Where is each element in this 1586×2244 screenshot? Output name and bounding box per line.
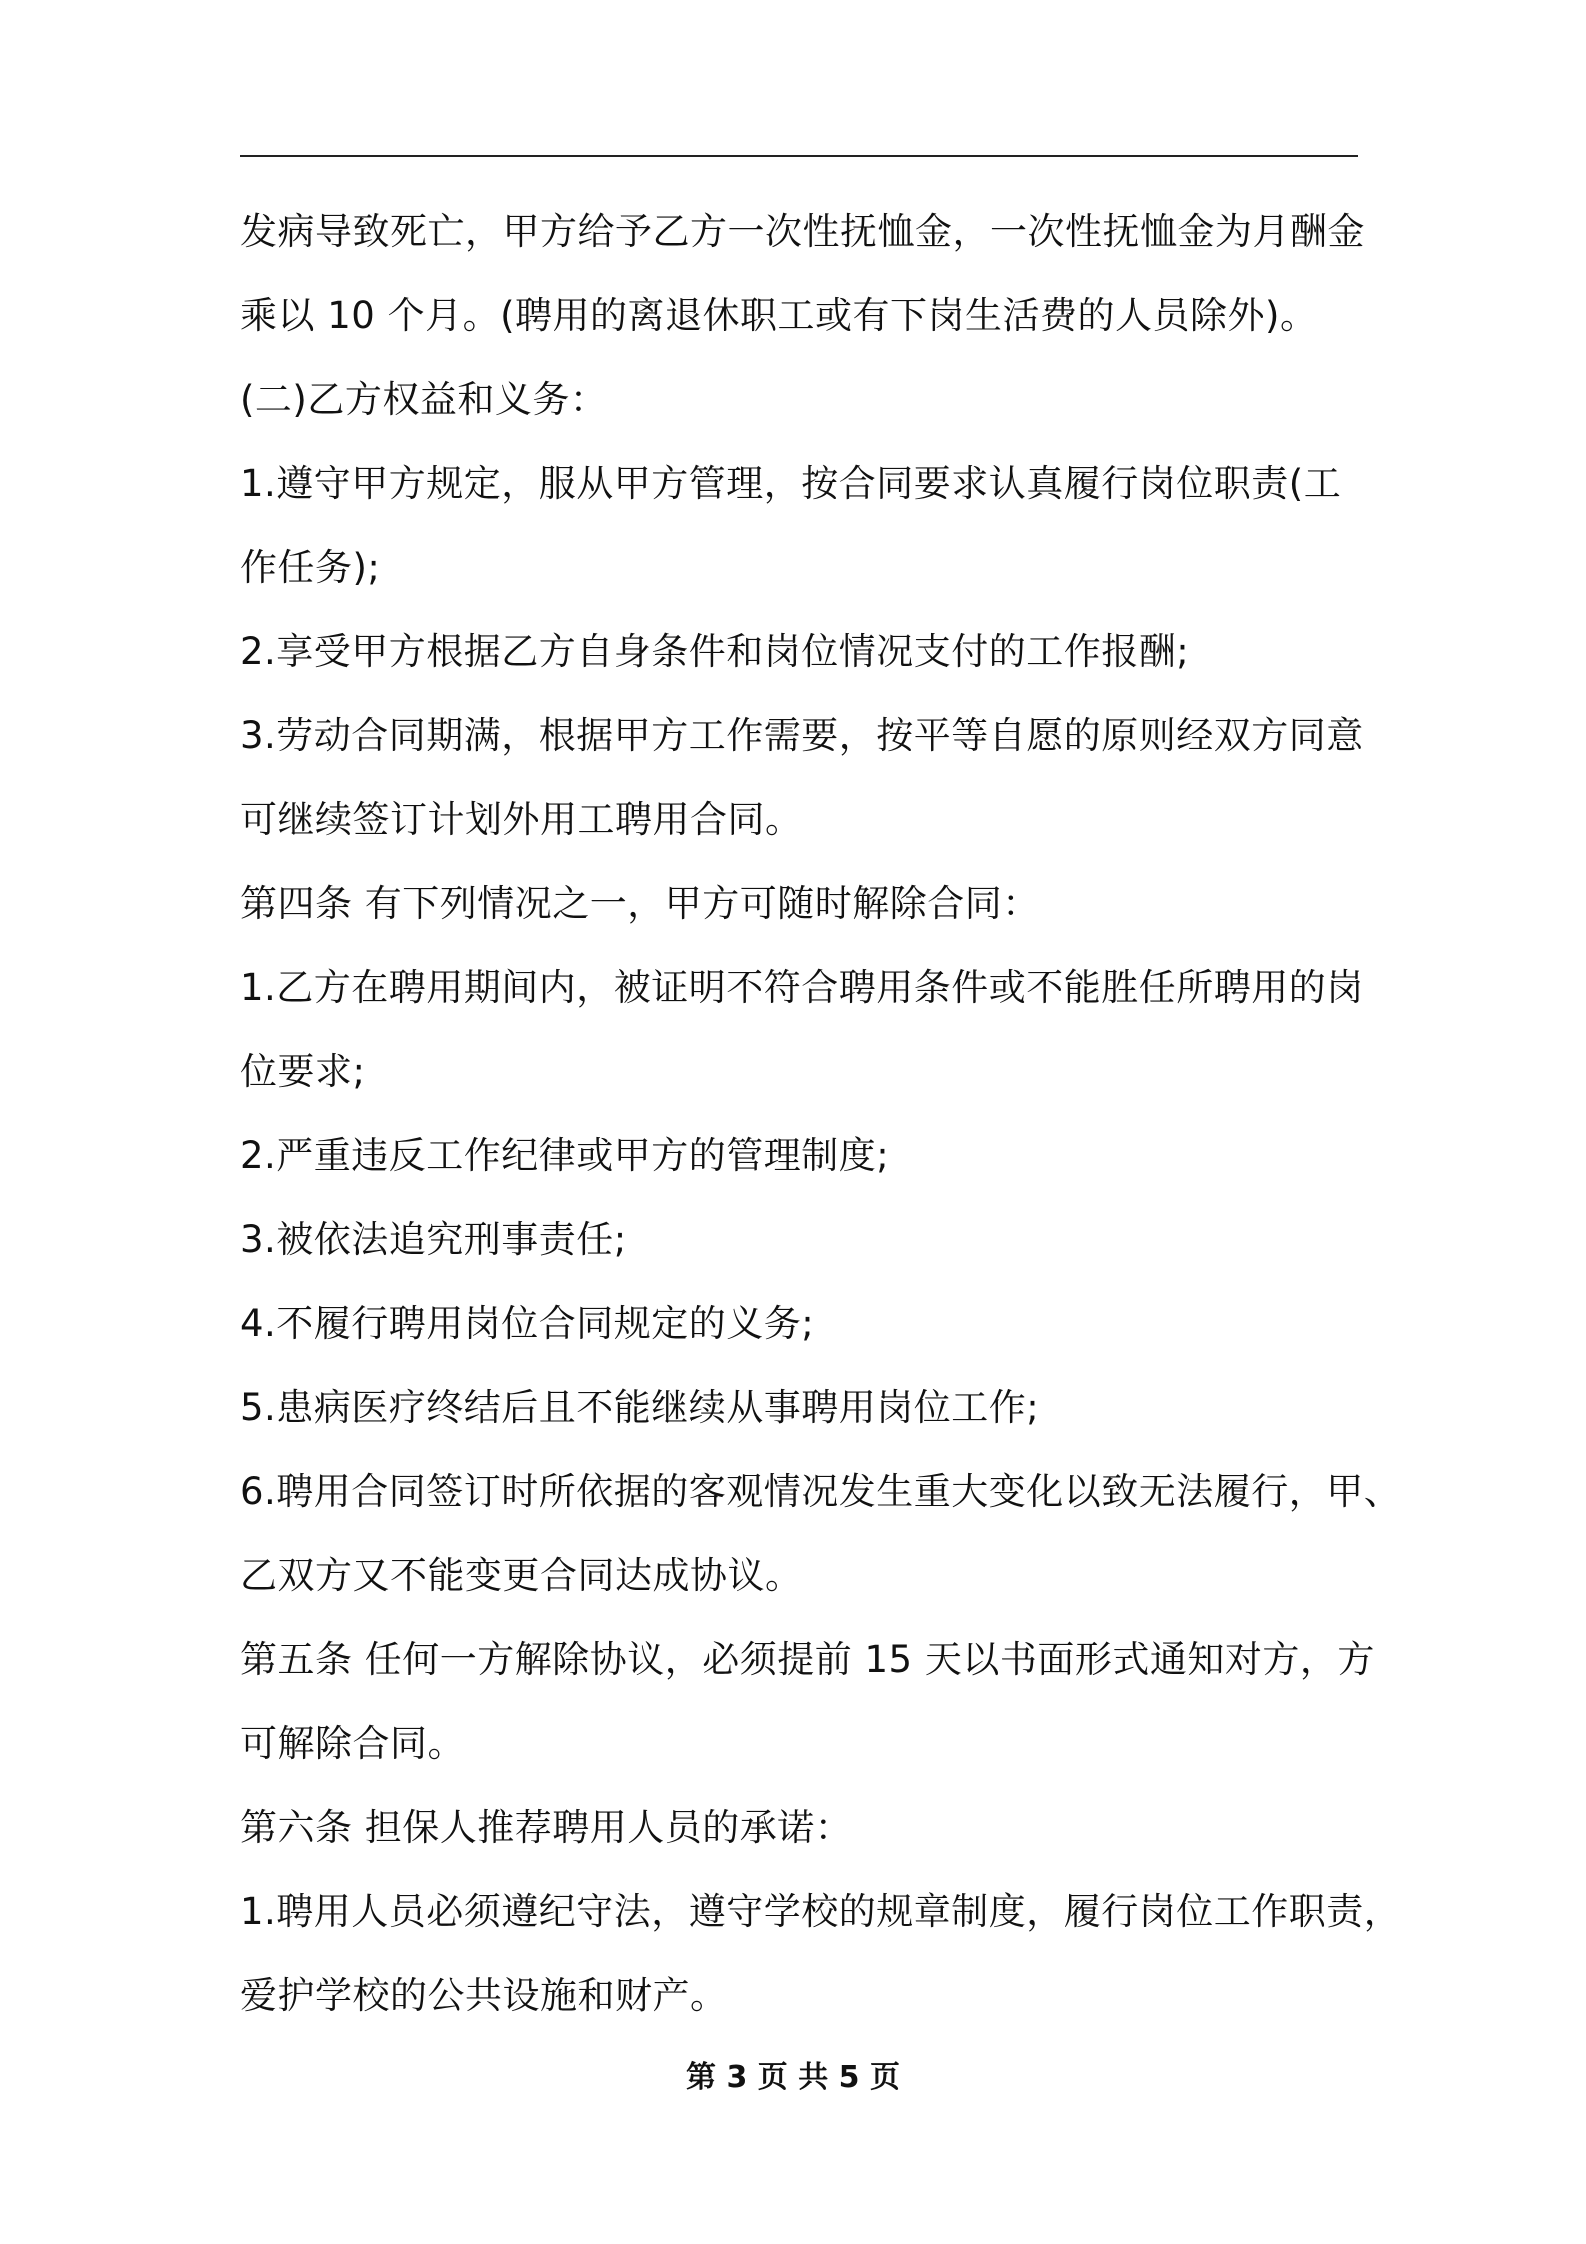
text-line: 3.劳动合同期满，根据甲方工作需要，按平等自愿的原则经双方同意 bbox=[240, 714, 1364, 757]
page-number-footer: 第 3 页 共 5 页 bbox=[686, 2060, 900, 2095]
text-line: 发病导致死亡，甲方给予乙方一次性抚恤金，一次性抚恤金为月酬金 bbox=[240, 210, 1365, 253]
text-line: 2.享受甲方根据乙方自身条件和岗位情况支付的工作报酬; bbox=[240, 630, 1190, 673]
document-body bbox=[240, 190, 1402, 2038]
text-line: 4.不履行聘用岗位合同规定的义务; bbox=[240, 1302, 815, 1345]
text-line: 2.严重违反工作纪律或甲方的管理制度; bbox=[240, 1134, 890, 1177]
text-line: 作任务); bbox=[240, 546, 381, 589]
article-heading: 第四条 有下列情况之一，甲方可随时解除合同： bbox=[240, 882, 1040, 925]
text-line: 乘以 10 个月。(聘用的离退休职工或有下岗生活费的人员除外)。 bbox=[240, 294, 1318, 337]
text-line: 位要求; bbox=[240, 1050, 366, 1093]
text-line: 1.乙方在聘用期间内，被证明不符合聘用条件或不能胜任所聘用的岗 bbox=[240, 966, 1364, 1009]
text-line: 可继续签订计划外用工聘用合同。 bbox=[240, 798, 803, 841]
text-line: 可解除合同。 bbox=[240, 1722, 465, 1765]
text-line: 1.遵守甲方规定，服从甲方管理，按合同要求认真履行岗位职责(工 bbox=[240, 462, 1342, 505]
text-line: 5.患病医疗终结后且不能继续从事聘用岗位工作; bbox=[240, 1386, 1040, 1429]
header-divider bbox=[240, 155, 1358, 157]
text-line: 3.被依法追究刑事责任; bbox=[240, 1218, 627, 1261]
article-heading: 第六条 担保人推荐聘用人员的承诺： bbox=[240, 1806, 853, 1849]
section-heading: (二)乙方权益和义务： bbox=[240, 378, 608, 421]
text-line: 6.聘用合同签订时所依据的客观情况发生重大变化以致无法履行，甲、 bbox=[240, 1470, 1402, 1513]
text-line: 爱护学校的公共设施和财产。 bbox=[240, 1974, 728, 2017]
text-line: 乙双方又不能变更合同达成协议。 bbox=[240, 1554, 803, 1597]
article-heading: 第五条 任何一方解除协议，必须提前 15 天以书面形式通知对方，方 bbox=[240, 1638, 1375, 1681]
text-line: 1.聘用人员必须遵纪守法，遵守学校的规章制度，履行岗位工作职责， bbox=[240, 1890, 1402, 1933]
